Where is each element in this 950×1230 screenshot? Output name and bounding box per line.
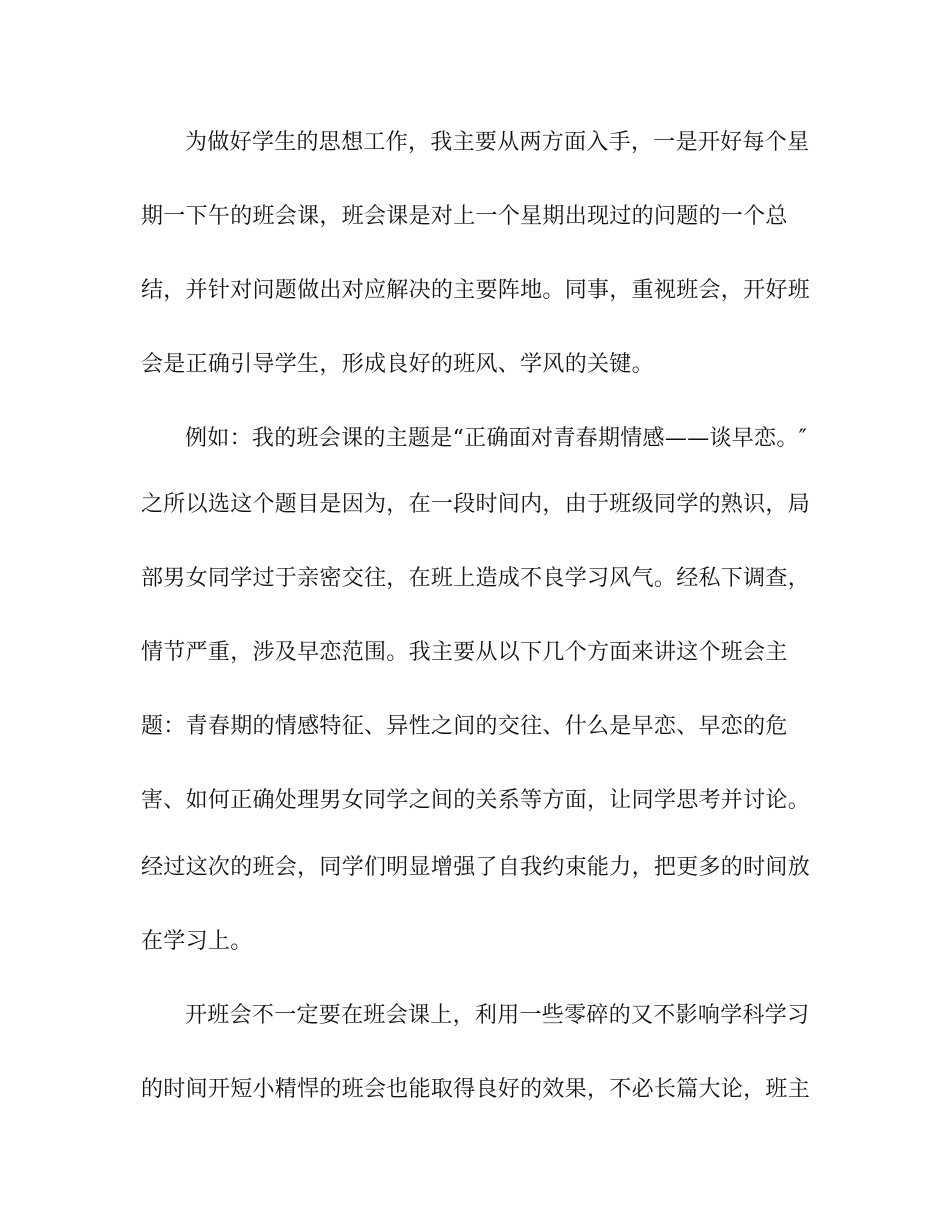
text-line: 结，并针对问题做出对应解决的主要阵地。同事，重视班会，开好班 bbox=[141, 278, 811, 303]
text-line: 害、如何正确处理男女同学之间的关系等方面，让同学思考并讨论。 bbox=[141, 788, 811, 813]
text-line: 期一下午的班会课，班会课是对上一个星期出现过的问题的一个总 bbox=[141, 204, 788, 229]
text-line: 的时间开短小精悍的班会也能取得良好的效果，不必长篇大论，班主 bbox=[141, 1077, 811, 1102]
text-line: 情节严重，涉及早恋范围。我主要从以下几个方面来讲这个班会主 bbox=[141, 640, 788, 665]
text-line: 部男女同学过于亲密交往，在班上造成不良学习风气。经私下调查， bbox=[141, 566, 811, 591]
text-line: 之所以选这个题目是因为，在一段时间内，由于班级同学的熟识，局 bbox=[141, 492, 811, 517]
text-line: 例如：我的班会课的主题是“正确面对青春期情感——谈早恋。″ bbox=[185, 426, 808, 451]
text-line: 为做好学生的思想工作，我主要从两方面入手，一是开好每个星 bbox=[185, 130, 810, 155]
text-line: 开班会不一定要在班会课上，利用一些零碎的又不影响学科学习 bbox=[185, 1003, 810, 1028]
text-line: 经过这次的班会，同学们明显增强了自我约束能力，把更多的时间放 bbox=[141, 855, 811, 880]
text-line: 题：青春期的情感特征、异性之间的交往、什么是早恋、早恋的危 bbox=[141, 714, 788, 739]
text-line: 在学习上。 bbox=[141, 929, 253, 954]
text-line: 会是正确引导学生，形成良好的班风、学风的关键。 bbox=[141, 352, 654, 377]
